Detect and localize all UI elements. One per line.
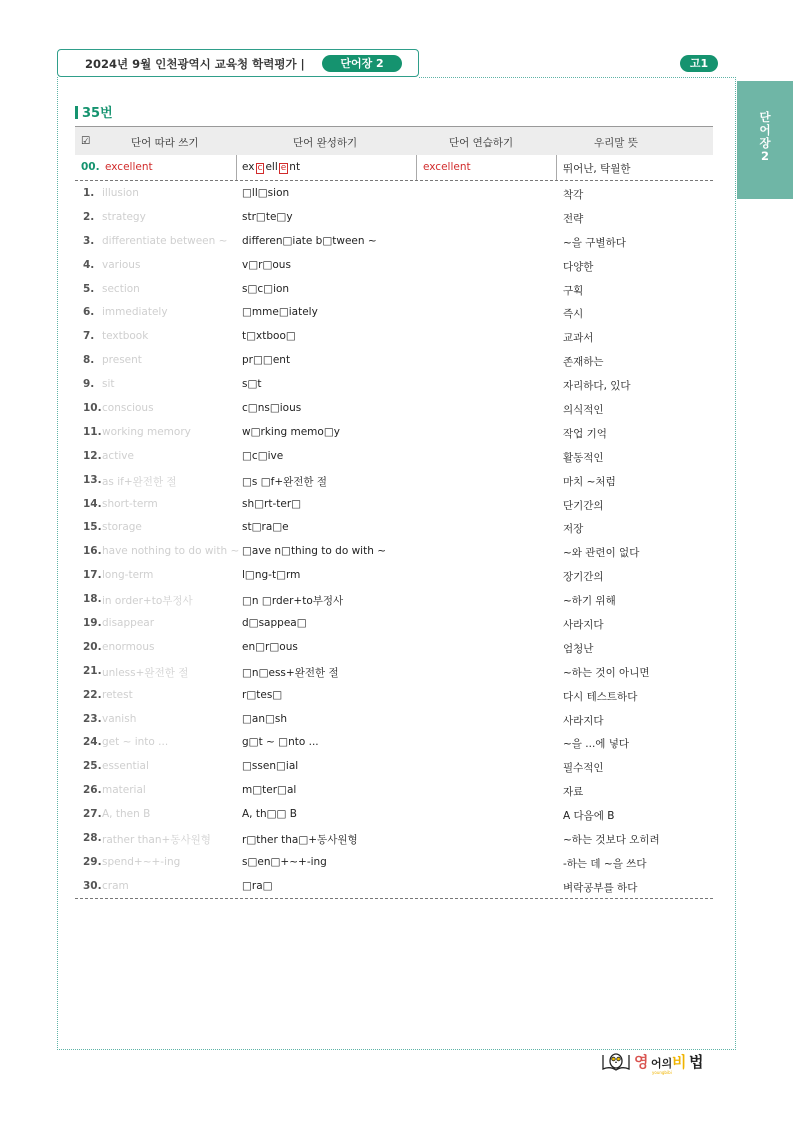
row-number: 23. [83, 712, 102, 725]
row-number: 3. [83, 234, 95, 247]
trace-header: 단어 따라 쓰기 [131, 137, 199, 149]
row-number: 16. [83, 545, 102, 558]
trace-word: essential [102, 760, 149, 773]
vocab-row [75, 874, 713, 898]
column-divider [556, 155, 557, 180]
column-divider [416, 155, 417, 180]
practice-header: 단어 연습하기 [449, 137, 514, 149]
side-tab-char: 단 [759, 110, 771, 124]
row-number: 27. [83, 808, 102, 821]
trace-word: material [102, 784, 146, 797]
vocab-row [75, 587, 713, 611]
vocab-row [75, 778, 713, 802]
column-divider [236, 155, 237, 180]
fill-word: differen□iate b□tween ~ [242, 234, 377, 247]
trace-word: enormous [102, 640, 155, 653]
trace-word: disappear [102, 617, 155, 630]
meaning: ~하는 것이 아니면 [563, 666, 650, 679]
header-box [57, 49, 419, 77]
trace-word: immediately [102, 306, 168, 319]
meaning: 존재하는 [563, 356, 604, 369]
fill-word: r□ther tha□+동사원형 [242, 834, 358, 847]
row-number: 4. [83, 258, 95, 271]
row-number: 8. [83, 354, 95, 367]
fill-word: s□c□ion [242, 282, 290, 295]
example-meaning: 뛰어난, 탁월한 [563, 163, 631, 175]
fill-word: r□tes□ [242, 688, 283, 701]
logo-part4: 법 [689, 1053, 704, 1071]
fill-word: □n □rder+to부정사 [242, 595, 344, 608]
row-number: 30. [83, 879, 102, 892]
example-fill-box: c [257, 163, 263, 173]
meaning: 자료 [563, 786, 584, 799]
meaning: 다시 테스트하다 [563, 690, 638, 703]
meaning: 의식적인 [563, 404, 604, 417]
row-number: 24. [83, 736, 102, 749]
fill-word: l□ng-t□rm [242, 569, 301, 582]
fill-word: □ave n□thing to do with ~ [242, 545, 387, 558]
vocab-row [75, 802, 713, 826]
meaning: ~하기 위해 [563, 595, 616, 608]
meaning: 필수적인 [563, 762, 604, 775]
row-number: 9. [83, 378, 95, 391]
row-number: 6. [83, 306, 95, 319]
vocab-row [75, 611, 713, 635]
fill-word: pr□□ent [242, 354, 291, 367]
vocab-row [75, 205, 713, 229]
trace-word: strategy [102, 210, 146, 223]
side-tab-char: 어 [759, 123, 771, 137]
fill-word: □ll□sion [242, 187, 290, 199]
vocab-row [75, 539, 713, 563]
meaning: 사라지다 [563, 714, 604, 727]
row-number: 28. [83, 832, 102, 845]
meaning: 활동적인 [563, 451, 604, 464]
row-number: 20. [83, 640, 102, 653]
fill-word: □s □f+완전한 절 [242, 475, 328, 488]
trace-word: textbook [102, 330, 149, 343]
section-bar [75, 106, 78, 119]
row-number: 7. [83, 330, 95, 343]
vocab-row [75, 348, 713, 372]
trace-word: get ~ into ... [102, 736, 169, 749]
vocab-row [75, 492, 713, 516]
logo-part2: 어의 [651, 1057, 673, 1070]
vocab-table [75, 126, 713, 899]
table-header [75, 126, 713, 155]
fill-word: □n□ess+완전한 절 [242, 666, 339, 679]
trace-word: storage [102, 521, 142, 534]
fill-word: sh□rt-ter□ [242, 497, 302, 510]
example-fill-part: ell [265, 161, 278, 173]
trace-word: various [102, 258, 141, 271]
meaning: 작업 기억 [563, 427, 607, 440]
vocab-row [75, 229, 713, 253]
logo-sub: youngbibi [652, 1070, 672, 1075]
trace-word: rather than+동사원형 [102, 834, 211, 847]
vocab-row [75, 444, 713, 468]
fill-word: s□en□+~+-ing [242, 855, 327, 868]
meaning: 벼락공부를 하다 [563, 881, 638, 894]
vocab-row [75, 563, 713, 587]
section-title [75, 102, 113, 121]
fill-word: s□t [242, 378, 262, 391]
row-number: 21. [83, 664, 102, 677]
row-number: 5. [83, 282, 95, 295]
meaning: 구획 [563, 284, 584, 297]
trace-word: working memory [102, 425, 191, 438]
example-fill-part: ex [242, 161, 255, 173]
vocab-row [75, 850, 713, 874]
vocab-row [75, 372, 713, 396]
row-number: 13. [83, 473, 102, 486]
logo-part3: 비 [672, 1053, 687, 1071]
row-number: 18. [83, 593, 102, 606]
owl-icon [603, 1054, 629, 1070]
vocab-row [75, 468, 713, 492]
trace-word: cram [102, 879, 129, 892]
meaning: 교과서 [563, 332, 594, 345]
fill-word: t□xtboo□ [242, 330, 296, 343]
meaning: 사라지다 [563, 619, 604, 632]
trace-word: long-term [102, 569, 154, 582]
trace-word: sit [102, 378, 115, 391]
meaning: ~하는 것보다 오히려 [563, 834, 660, 847]
row-number: 2. [83, 210, 95, 223]
brand-logo [601, 1050, 713, 1076]
vocab-rows [75, 181, 713, 898]
fill-word: □mme□iately [242, 306, 318, 319]
vocab-row [75, 659, 713, 683]
fill-word: □ssen□ial [242, 760, 299, 773]
header-title: 2024년 9월 인천광역시 교육청 학력평가 | [85, 57, 305, 71]
vocab-row [75, 253, 713, 277]
fill-word: g□t ~ □nto ... [242, 736, 319, 749]
meaning: 전략 [563, 212, 584, 225]
row-number: 11. [83, 425, 102, 438]
meaning: ~을 ...에 넣다 [563, 738, 630, 751]
row-number: 10. [83, 402, 102, 415]
fill-word: c□ns□ious [242, 402, 302, 415]
fill-word: st□ra□e [242, 521, 289, 534]
trace-word: in order+to부정사 [102, 595, 193, 608]
vocab-row [75, 396, 713, 420]
vocab-row [75, 635, 713, 659]
fill-word: m□ter□al [242, 784, 297, 797]
row-number: 14. [83, 497, 102, 510]
vocab-row [75, 826, 713, 850]
meaning-header: 우리말 뜻 [594, 137, 638, 149]
section-title-text: 35번 [82, 106, 113, 121]
fill-word: □an□sh [242, 712, 288, 725]
trace-word: short-term [102, 497, 158, 510]
row-number: 25. [83, 760, 102, 773]
side-tab-char: 장 [759, 136, 771, 150]
trace-word: differentiate between ~ [102, 234, 228, 247]
meaning: 자리하다, 있다 [563, 380, 631, 393]
fill-word: w□rking memo□y [242, 425, 340, 438]
fill-word: □ra□ [242, 879, 273, 892]
trace-word: unless+완전한 절 [102, 666, 189, 679]
vocab-row [75, 420, 713, 444]
row-number: 19. [83, 617, 102, 630]
row-number: 29. [83, 855, 102, 868]
row-number: 1. [83, 187, 95, 199]
meaning: 저장 [563, 523, 584, 536]
header-pill: 단어장 2 [322, 55, 402, 72]
trace-word: present [102, 354, 142, 367]
fill-word: □c□ive [242, 449, 284, 462]
bottom-rule [75, 898, 713, 899]
vocab-row [75, 683, 713, 707]
fill-word: d□sappea□ [242, 617, 307, 630]
row-number: 17. [83, 569, 102, 582]
vocab-row [75, 754, 713, 778]
row-number: 22. [83, 688, 102, 701]
vocab-row [75, 324, 713, 348]
fill-word: v□r□ous [242, 258, 291, 271]
side-tab [737, 81, 793, 199]
trace-word: vanish [102, 712, 137, 725]
example-fill-box: e [280, 163, 287, 173]
example-practice: excellent [423, 161, 471, 173]
trace-word: section [102, 282, 140, 295]
meaning: A 다음에 B [563, 810, 615, 823]
trace-word: spend+~+-ing [102, 855, 181, 868]
example-fill-part: nt [289, 161, 301, 173]
trace-word: conscious [102, 402, 154, 415]
meaning: 단기간의 [563, 499, 604, 512]
vocab-row [75, 707, 713, 731]
trace-word: illusion [102, 187, 139, 199]
vocab-row [75, 300, 713, 324]
check-header: ☑ [81, 135, 91, 147]
meaning: -하는 데 ~을 쓰다 [563, 857, 647, 870]
meaning: 마치 ~처럼 [563, 475, 616, 488]
example-trace: excellent [105, 161, 153, 173]
fill-word: en□r□ous [242, 640, 298, 653]
meaning: 즉시 [563, 308, 584, 321]
meaning: 다양한 [563, 260, 594, 273]
fill-word: str□te□y [242, 210, 293, 223]
trace-word: A, then B [102, 808, 151, 821]
vocab-row [75, 181, 713, 205]
row-number: 12. [83, 449, 102, 462]
side-tab-char: 2 [760, 149, 769, 163]
fill-header: 단어 완성하기 [293, 137, 358, 149]
vocab-row [75, 277, 713, 301]
trace-word: retest [102, 688, 133, 701]
example-row [75, 155, 713, 181]
meaning: ~와 관련이 없다 [563, 547, 640, 560]
trace-word: as if+완전한 절 [102, 475, 177, 488]
row-number: 15. [83, 521, 102, 534]
meaning: 엄청난 [563, 642, 594, 655]
trace-word: have nothing to do with ~ [102, 545, 240, 558]
meaning: 장기간의 [563, 571, 604, 584]
row-number: 26. [83, 784, 102, 797]
meaning: 착각 [563, 189, 584, 201]
grade-badge: 고1 [680, 55, 718, 72]
vocab-row [75, 515, 713, 539]
trace-word: active [102, 449, 134, 462]
example-num: 00. [81, 161, 100, 173]
fill-word: A, th□□ B [242, 808, 298, 821]
vocab-row [75, 730, 713, 754]
logo-part1: 영 [634, 1053, 649, 1071]
meaning: ~을 구별하다 [563, 236, 626, 249]
example-fill [242, 161, 300, 174]
